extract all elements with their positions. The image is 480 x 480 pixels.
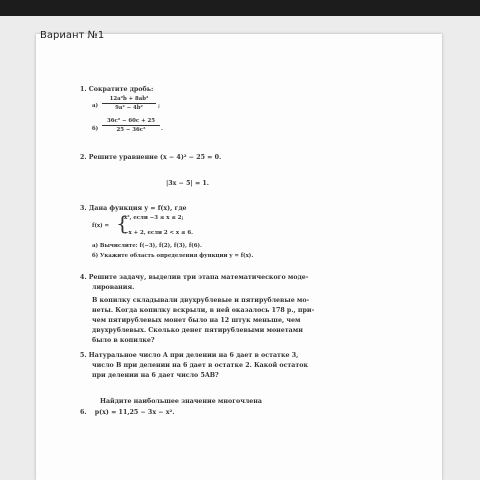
task3-part-b: б) Укажите область определения функции y = f(x). bbox=[92, 253, 254, 259]
task4-line-0: Решите задачу, выделив три этапа математического моде- bbox=[88, 274, 309, 281]
task3-case1: x², если −3 ≤ x ≤ 2; bbox=[124, 215, 184, 221]
task4-header: 4. Решите задачу, выделив три этапа математического моде- bbox=[80, 274, 309, 281]
task2-equation-abs: |3x − 5| = 1. bbox=[166, 180, 209, 187]
task5-line-2: при делении на 6 дает число 5AB? bbox=[92, 372, 219, 379]
task1-header: 1. Сократите дробь: bbox=[80, 86, 154, 93]
task1-a-fraction bbox=[102, 96, 156, 111]
task4-line-1: лирования. bbox=[92, 284, 135, 291]
task4-line-6: было в копилке? bbox=[92, 337, 155, 344]
task1-a-end: ; bbox=[158, 103, 160, 109]
task1-a-denominator: 9a² − 4b² bbox=[115, 105, 143, 111]
task6-heading: Найдите наибольшее значение многочлена bbox=[100, 398, 262, 405]
task3-header: 3. Дана функция y = f(x), где bbox=[80, 205, 187, 212]
task5-line-0: Натуральное число A при делении на 6 дает в остатке 3, bbox=[88, 352, 299, 359]
task5-header: 5. Натуральное число A при делении на 6 дает в остатке 3, bbox=[80, 352, 299, 359]
task1-b-end: . bbox=[161, 126, 163, 132]
task3-part-a: а) Вычислите: f(−3), f(2), f(3), f(6). bbox=[92, 243, 202, 249]
task4-line-5: двухрублевых. Сколько денег пятирублевыми монетами bbox=[92, 327, 303, 334]
task3-brace-icon: { bbox=[116, 211, 129, 235]
task1-a-numerator: 12a²b + 8ab² bbox=[109, 96, 149, 102]
task1-a-label: а) bbox=[92, 103, 99, 109]
variant-title: Вариант №1 bbox=[40, 30, 105, 41]
task4-line-3: неты. Когда копилку вскрыли, в ней оказалось 178 р., при- bbox=[92, 307, 315, 314]
top-bar bbox=[0, 0, 480, 16]
task1-b-numerator: 36c² − 60c + 25 bbox=[107, 118, 155, 124]
task1-text: Сократите дробь: bbox=[88, 86, 154, 93]
task6-header: 6. p(x) = 11,25 − 3x − x². bbox=[80, 409, 175, 416]
task2-header: 2. Решите уравнение (x − 4)² − 25 = 0. bbox=[80, 154, 222, 161]
task5-line-1: число B при делении на 6 дает в остатке 2. Какой остаток bbox=[92, 362, 309, 369]
task3-case2: −x + 2, если 2 < x ≤ 6. bbox=[124, 230, 194, 236]
task1-b-fraction bbox=[102, 118, 160, 133]
task3-text: Дана функция y = f(x), где bbox=[88, 205, 187, 212]
task4-line-4: чем пятирублевых монет было на 12 штук меньше, чем bbox=[92, 317, 301, 324]
task1-b-label: б) bbox=[92, 126, 99, 132]
task3-fx-label: f(x) = bbox=[92, 223, 110, 229]
task2-text: Решите уравнение (x − 4)² − 25 = 0. bbox=[88, 154, 222, 161]
task6-expression: p(x) = 11,25 − 3x − x². bbox=[94, 409, 175, 416]
task1-b-denominator: 25 − 36c² bbox=[116, 127, 146, 133]
task4-line-2: В копилку складывали двухрублевые и пятирублевые мо- bbox=[92, 297, 310, 304]
